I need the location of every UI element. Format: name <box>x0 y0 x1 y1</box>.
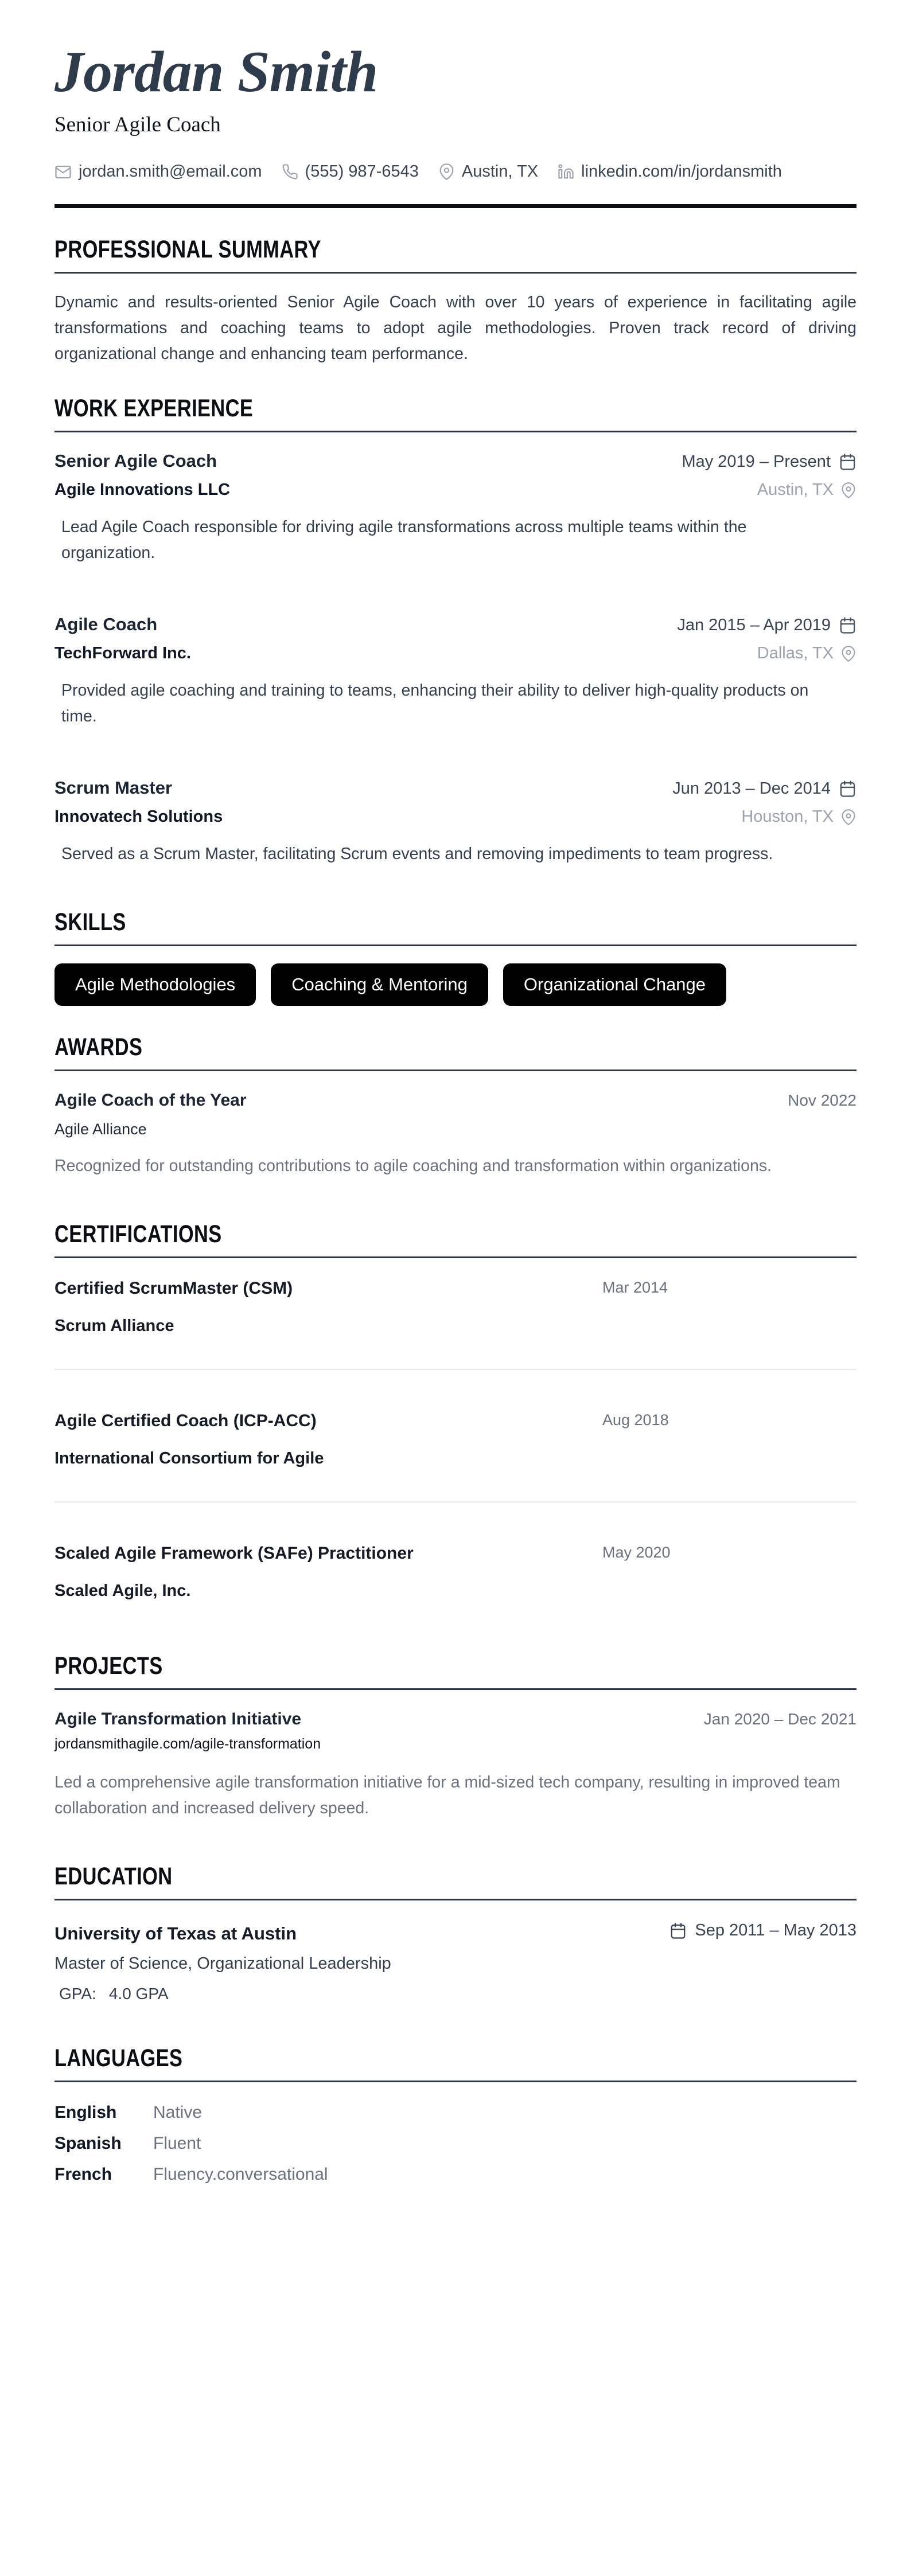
job-entry <box>54 778 857 867</box>
section-heading-certifications: CERTIFICATIONS <box>54 1220 222 1248</box>
contact-phone-text: (555) 987-6543 <box>305 162 419 181</box>
map-pin-icon <box>840 646 857 662</box>
certification-entry <box>54 1279 857 1370</box>
section-heading-languages: LANGUAGES <box>54 2044 183 2072</box>
education-entry <box>54 1921 857 2003</box>
section-heading-work: WORK EXPERIENCE <box>54 395 254 423</box>
contact-phone[interactable] <box>282 162 419 181</box>
job-company: Agile Innovations LLC <box>54 481 231 499</box>
section-heading-projects: PROJECTS <box>54 1652 163 1680</box>
gpa-value: 4.0 GPA <box>108 1984 169 2003</box>
award-entry <box>54 1091 857 1179</box>
award-issuer: Agile Alliance <box>54 1121 147 1138</box>
certification-date: May 2020 <box>602 1544 671 1562</box>
calendar-icon <box>839 780 857 798</box>
resume-header <box>54 37 857 208</box>
job-description: Lead Agile Coach responsible for driving agile transformations across multiple teams within the organization. <box>61 518 747 563</box>
job-dates <box>672 779 857 798</box>
language-name: Spanish <box>54 2133 122 2153</box>
section-rule <box>54 1688 857 1690</box>
job-location <box>757 644 857 663</box>
certification-issuer: International Consortium for Agile <box>54 1449 324 1468</box>
project-name: Agile Transformation Initiative <box>54 1709 302 1729</box>
job-entry <box>54 614 857 729</box>
section-rule <box>54 431 857 432</box>
certification-entry <box>54 1411 857 1502</box>
map-pin-icon <box>840 482 857 498</box>
map-pin-icon <box>438 163 455 180</box>
section-rule <box>54 944 857 946</box>
header-divider <box>54 204 857 208</box>
skill-tag: Coaching & Mentoring <box>271 963 488 1006</box>
contact-row <box>54 162 857 181</box>
job-description: Provided agile coaching and training to teams, enhancing their ability to deliver high-quality products on time. <box>61 681 809 726</box>
contact-linkedin-text: linkedin.com/in/jordansmith <box>581 162 782 181</box>
phone-icon <box>282 163 298 180</box>
calendar-icon <box>839 453 857 471</box>
award-date: Nov 2022 <box>788 1091 857 1110</box>
certification-date: Aug 2018 <box>602 1411 669 1429</box>
language-level: Native <box>153 2102 203 2122</box>
language-row <box>54 2103 857 2122</box>
skill-tag: Organizational Change <box>503 963 726 1006</box>
section-rule <box>54 1256 857 1258</box>
award-description: Recognized for outstanding contributions to agile coaching and transformation within organizations. <box>54 1157 772 1176</box>
language-level: Fluency.conversational <box>153 2164 328 2184</box>
language-name: English <box>54 2102 117 2122</box>
section-skills <box>54 908 857 1006</box>
job-location <box>741 807 857 826</box>
job-company: TechForward Inc. <box>54 644 191 663</box>
section-awards <box>54 1033 857 1179</box>
contact-location-text: Austin, TX <box>461 162 539 181</box>
job-location-text: Houston, TX <box>741 807 834 826</box>
section-heading-skills: SKILLS <box>54 908 126 936</box>
language-level: Fluent <box>153 2133 201 2153</box>
job-entry <box>54 451 857 566</box>
contact-linkedin[interactable] <box>558 162 782 181</box>
section-rule <box>54 1899 857 1900</box>
education-school: University of Texas at Austin <box>54 1923 297 1943</box>
job-dates <box>682 452 857 471</box>
certification-date: Mar 2014 <box>602 1279 668 1297</box>
section-heading-education: EDUCATION <box>54 1863 173 1891</box>
section-languages <box>54 2044 857 2184</box>
certification-list <box>54 1279 857 1601</box>
job-dates-text: Jan 2015 – Apr 2019 <box>677 616 831 635</box>
project-url[interactable]: jordansmithagile.com/agile-transformation <box>54 1736 321 1753</box>
gpa-label: GPA: <box>59 1984 96 2003</box>
project-dates: Jan 2020 – Dec 2021 <box>703 1710 857 1728</box>
section-work-experience <box>54 395 857 867</box>
certification-name: Scaled Agile Framework (SAFe) Practitioner <box>54 1544 414 1563</box>
award-name: Agile Coach of the Year <box>54 1091 247 1110</box>
project-description: Led a comprehensive agile transformation initiative for a mid-sized tech company, resulting in improved team collaboration and increased delivery speed. <box>54 1773 840 1818</box>
linkedin-icon <box>558 163 574 180</box>
job-title: Senior Agile Coach <box>54 451 217 471</box>
section-rule <box>54 2081 857 2082</box>
certification-issuer: Scrum Alliance <box>54 1317 174 1336</box>
certification-name: Agile Certified Coach (ICP-ACC) <box>54 1411 317 1431</box>
job-dates-text: Jun 2013 – Dec 2014 <box>672 779 831 798</box>
contact-location <box>438 162 538 181</box>
job-title: Scrum Master <box>54 778 173 798</box>
language-row <box>54 2134 857 2153</box>
language-name: French <box>54 2164 112 2184</box>
person-job-title: Senior Agile Coach <box>54 113 221 137</box>
section-heading-awards: AWARDS <box>54 1033 143 1061</box>
contact-email[interactable] <box>54 162 262 181</box>
certification-entry <box>54 1544 857 1601</box>
certification-name: Certified ScrumMaster (CSM) <box>54 1279 293 1298</box>
education-dates-text: Sep 2011 – May 2013 <box>695 1921 857 1940</box>
calendar-icon <box>839 616 857 634</box>
project-entry <box>54 1709 857 1821</box>
skill-tags <box>54 963 857 1006</box>
person-name: Jordan Smith <box>54 40 378 104</box>
job-location-text: Dallas, TX <box>757 644 834 663</box>
section-certifications <box>54 1220 857 1601</box>
job-dates-text: May 2019 – Present <box>682 452 831 471</box>
section-heading-summary: PROFESSIONAL SUMMARY <box>54 236 321 264</box>
section-rule <box>54 1070 857 1071</box>
contact-email-text: jordan.smith@email.com <box>79 162 262 181</box>
language-list <box>54 2103 857 2184</box>
certification-issuer: Scaled Agile, Inc. <box>54 1582 191 1601</box>
calendar-icon <box>669 1922 687 1939</box>
job-location-text: Austin, TX <box>757 481 834 499</box>
section-rule <box>54 272 857 274</box>
map-pin-icon <box>840 809 857 825</box>
language-row <box>54 2165 857 2184</box>
education-gpa <box>54 1985 857 2003</box>
mail-icon <box>54 163 72 181</box>
job-title: Agile Coach <box>54 614 158 635</box>
job-location <box>757 481 857 499</box>
section-professional-summary <box>54 236 857 367</box>
education-degree: Master of Science, Organizational Leadership <box>54 1954 391 1973</box>
skill-tag: Agile Methodologies <box>54 963 256 1006</box>
section-projects <box>54 1652 857 1821</box>
section-education <box>54 1863 857 2003</box>
education-dates <box>669 1921 857 1940</box>
job-description: Served as a Scrum Master, facilitating Scrum events and removing impediments to team progress. <box>61 845 773 864</box>
summary-text: Dynamic and results-oriented Senior Agile Coach with over 10 years of experience in facilitating agile transformations and coaching teams to adopt agile methodologies. Proven track record of driving organizational change and enhancing team performance. <box>54 293 857 364</box>
job-company: Innovatech Solutions <box>54 807 223 826</box>
job-dates <box>677 616 857 635</box>
